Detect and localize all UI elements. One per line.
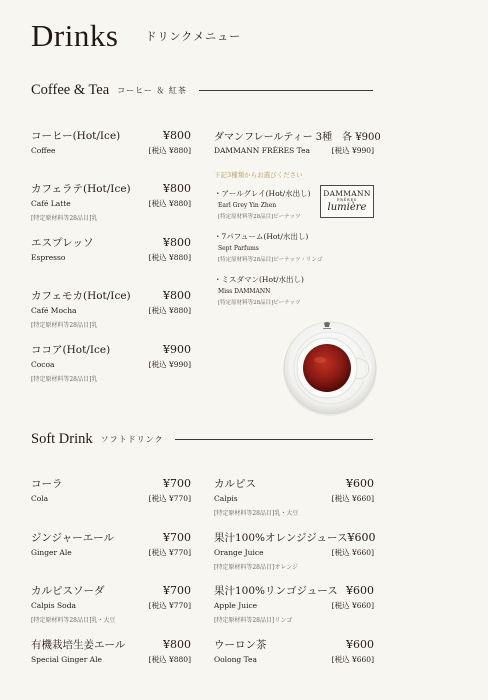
item-price: ¥600 — [346, 584, 374, 597]
tea-variety-sept-parfums — [214, 231, 374, 263]
tea-selection-note: 下記3種類からお選びください — [214, 171, 303, 179]
item-allergen: [特定原材料等28品目]乳・大豆 — [214, 510, 299, 517]
section-subtitle: コーヒー ＆ 紅茶 — [117, 85, 187, 95]
item-english-name: Calpis Soda — [31, 601, 76, 610]
tea-variety-name: ・7パフューム(Hot/水出し) — [214, 232, 309, 241]
tea-variety-english: Miss DAMMANN — [218, 288, 271, 295]
item-tax-price: [税込 ¥770] — [148, 494, 191, 503]
item-english-name: Café Latte — [31, 199, 71, 208]
item-allergen: [特定原材料等28品目]乳・大豆 — [31, 617, 116, 624]
item-tax-price: [税込 ¥660] — [331, 655, 374, 664]
item-name: ジンジャーエール — [31, 532, 115, 544]
tea-variety-name: ・ミスダマン(Hot/水出し) — [214, 275, 304, 284]
item-name: エスプレッソ — [31, 237, 94, 249]
section-divider — [199, 90, 373, 91]
item-english-name: DAMMANN FRÈRES Tea — [214, 146, 311, 155]
item-name: カフェラテ(Hot/Ice) — [31, 183, 131, 195]
item-tax-price: [税込 ¥880] — [148, 253, 191, 262]
section-divider — [175, 439, 373, 440]
item-english-name: Ginger Ale — [31, 548, 72, 557]
menu-item-special-ginger-ale — [31, 637, 191, 665]
logo-brand-sub: FRÈRES — [336, 198, 357, 202]
menu-item-calpis-soda — [31, 583, 191, 624]
item-price: ¥700 — [163, 584, 191, 597]
page-subtitle: ドリンクメニュー — [145, 30, 242, 43]
item-name: コーヒー(Hot/Ice) — [31, 130, 121, 142]
menu-item-coffee — [31, 128, 191, 156]
page-title: Drinks — [31, 18, 119, 53]
item-allergen: [特定原材料等28品目]乳 — [31, 322, 98, 329]
item-english-name: Cocoa — [31, 360, 55, 369]
item-english-name: Apple Juice — [214, 601, 258, 610]
item-english-name: Orange Juice — [214, 548, 264, 557]
item-name: カルピスソーダ — [31, 585, 105, 597]
menu-item-cocoa — [31, 342, 191, 383]
menu-item-cafe-latte — [31, 181, 191, 222]
logo-lumiere: lumière — [327, 202, 367, 213]
item-tax-price: [税込 ¥990] — [148, 360, 191, 369]
menu-item-calpis — [214, 476, 374, 517]
tea-variety-allergen: [特定原材料等28品目]ピーナッツ・リンゴ — [218, 257, 323, 263]
soft-drink-section-header — [31, 429, 373, 449]
item-price: ¥600 — [346, 477, 374, 490]
tea-variety-name: ・アールグレイ(Hot/水出し) — [214, 189, 311, 198]
item-name: カフェモカ(Hot/Ice) — [31, 290, 131, 302]
item-english-name: Special Ginger Ale — [31, 655, 102, 664]
item-name: コーラ — [31, 478, 63, 490]
tea-variety-english: Earl Grey Yin Zhen — [218, 202, 277, 209]
section-subtitle: ソフトドリンク — [100, 434, 164, 444]
item-price: ¥700 — [163, 531, 191, 544]
section-title: Soft Drink — [31, 430, 93, 447]
tea-variety-english: Sept Parfums — [218, 245, 259, 252]
tea-variety-miss-dammann — [214, 274, 374, 306]
item-tax-price: [税込 ¥990] — [331, 146, 374, 155]
tea-cup-image — [280, 318, 380, 418]
coffee-tea-section-header — [31, 80, 373, 100]
item-price: ¥900 — [163, 343, 191, 356]
menu-item-apple-juice — [214, 583, 374, 624]
item-price: ¥600 — [346, 638, 374, 651]
item-allergen: [特定原材料等28品目]リンゴ — [214, 617, 293, 624]
menu-item-oolong-tea — [214, 637, 374, 665]
item-tax-price: [税込 ¥880] — [148, 199, 191, 208]
item-allergen: [特定原材料等28品目]乳 — [31, 376, 98, 383]
menu-item-orange-juice — [214, 530, 374, 571]
item-english-name: Café Mocha — [31, 306, 77, 315]
item-tax-price: [税込 ¥880] — [148, 655, 191, 664]
item-english-name: Cola — [31, 494, 49, 503]
item-price: ¥600 — [347, 531, 376, 544]
page-header — [31, 18, 241, 54]
section-title: Coffee & Tea — [31, 81, 110, 98]
item-tax-price: [税込 ¥880] — [148, 306, 191, 315]
item-name: ウーロン茶 — [214, 639, 267, 651]
item-allergen: [特定原材料等28品目]乳 — [31, 215, 98, 222]
item-tax-price: [税込 ¥770] — [148, 601, 191, 610]
tea-variety-allergen: [特定原材料等28品目]ピーナッツ — [218, 214, 301, 220]
item-tax-price: [税込 ¥660] — [331, 601, 374, 610]
menu-item-cafe-mocha — [31, 288, 191, 329]
item-name: 果汁100%オレンジジュース — [214, 532, 348, 544]
item-name: ダマンフレールティー 3種 各 ¥900 — [214, 132, 381, 143]
logo-brand: DAMMANN — [323, 189, 371, 198]
item-english-name: Espresso — [31, 253, 66, 262]
item-name: ココア(Hot/Ice) — [31, 344, 111, 356]
item-english-name: Coffee — [31, 146, 56, 155]
item-name: 果汁100%リンゴジュース — [214, 585, 338, 597]
item-price: ¥800 — [163, 236, 191, 249]
item-tax-price: [税込 ¥660] — [331, 548, 374, 557]
item-english-name: Oolong Tea — [214, 655, 257, 664]
item-name: 有機栽培生姜エール — [31, 639, 126, 651]
item-tax-price: [税込 ¥770] — [148, 548, 191, 557]
item-price: ¥700 — [163, 477, 191, 490]
menu-item-espresso — [31, 235, 191, 263]
item-price: ¥800 — [163, 182, 191, 195]
item-allergen: [特定原材料等28品目]オレンジ — [214, 564, 299, 571]
item-tax-price: [税込 ¥660] — [331, 494, 374, 503]
menu-item-cola — [31, 476, 191, 504]
item-name: カルピス — [214, 478, 256, 490]
tea-variety-allergen: [特定原材料等28品目]ピーナッツ — [218, 300, 301, 306]
menu-item-ginger-ale — [31, 530, 191, 558]
item-price: ¥800 — [163, 638, 191, 651]
item-price: ¥800 — [163, 129, 191, 142]
item-english-name: Calpis — [214, 494, 238, 503]
item-price: ¥800 — [163, 289, 191, 302]
dammann-logo — [320, 185, 374, 218]
item-tax-price: [税込 ¥880] — [148, 146, 191, 155]
